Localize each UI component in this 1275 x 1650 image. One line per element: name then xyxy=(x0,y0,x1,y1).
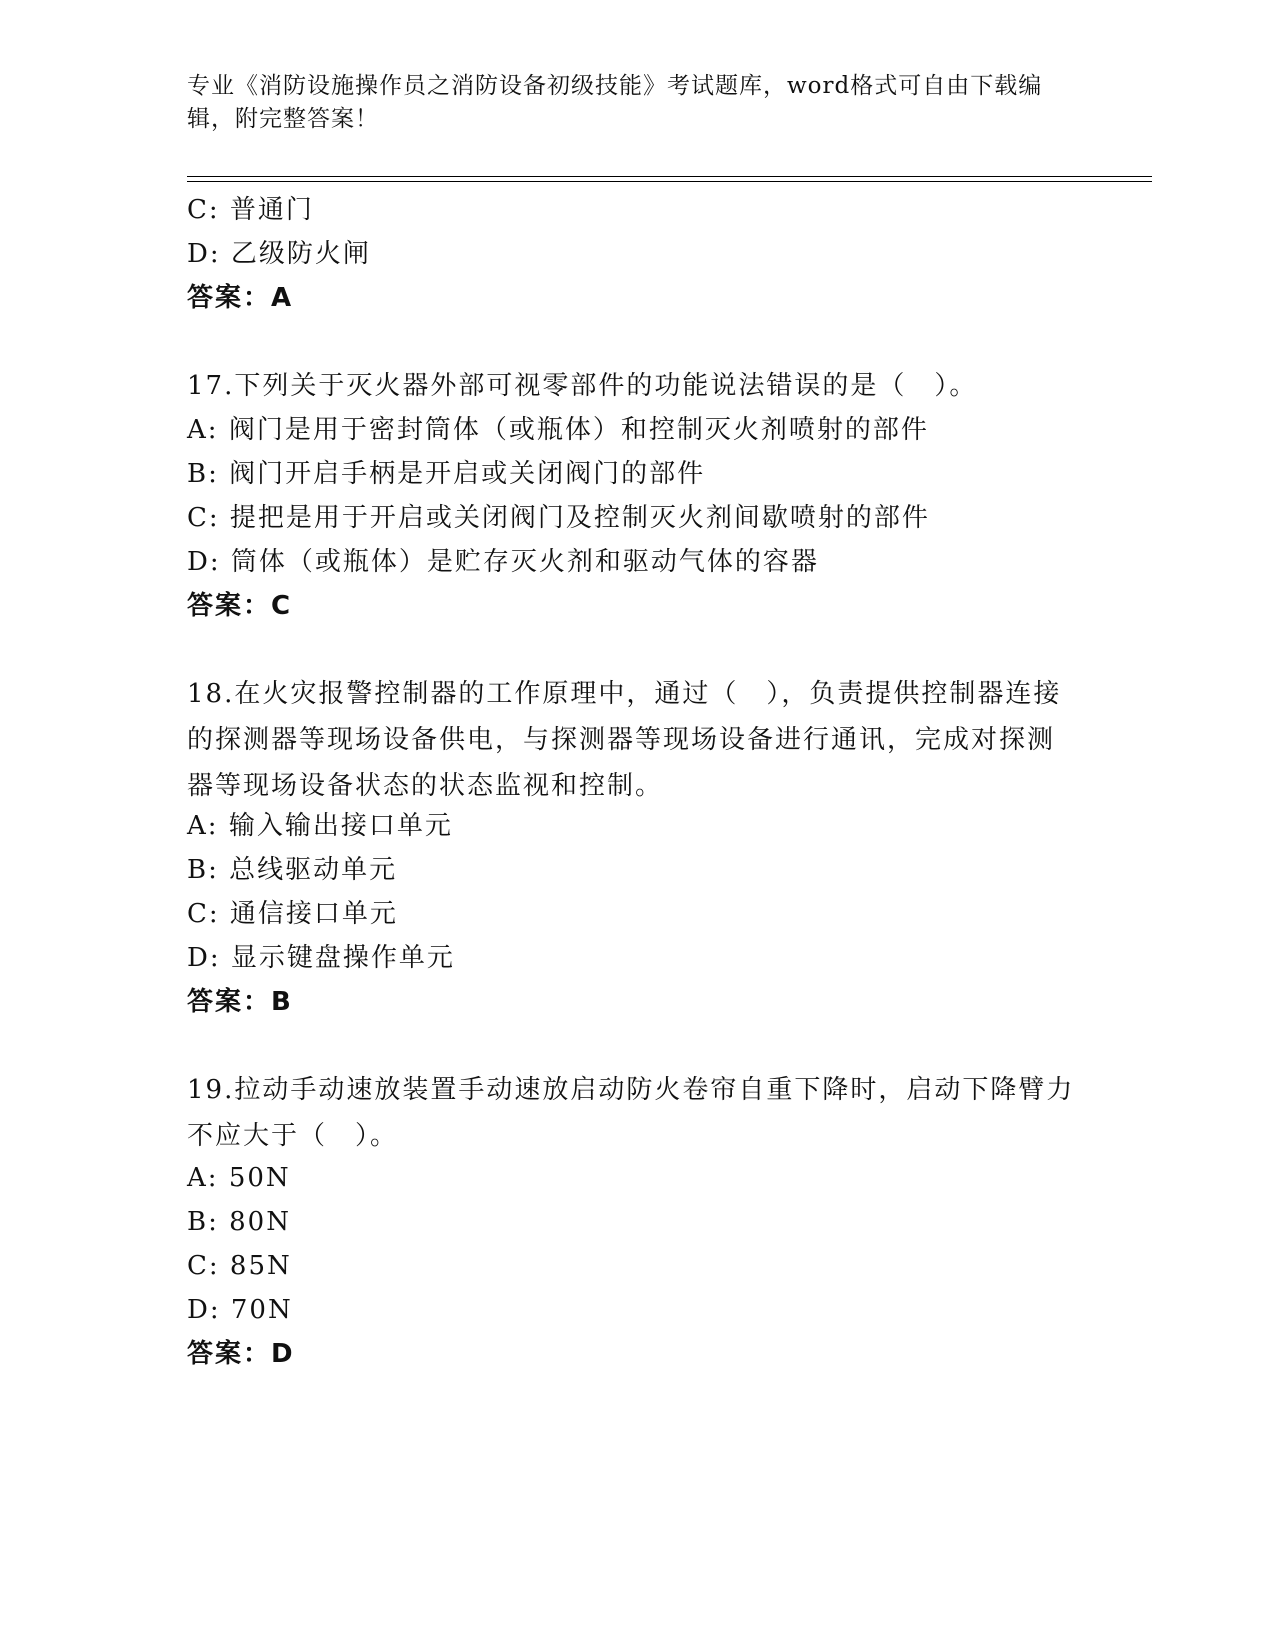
question-18-text: 18.在火灾报警控制器的工作原理中，通过（ ），负责提供控制器连接的探测器等现场设备供电，与探测器等现场设备进行通讯，完成对探测器等现场设备状态的状态监视和控制。 xyxy=(187,679,1062,801)
question-18-option-a: A: 输入输出接口单元 xyxy=(187,811,453,841)
header-divider-bottom xyxy=(187,181,1152,182)
option-c: C: 普通门 xyxy=(187,195,314,225)
question-17-option-b: B: 阀门开启手柄是开启或关闭阀门的部件 xyxy=(187,459,706,489)
question-17-text: 17.下列关于灭火器外部可视零部件的功能说法错误的是（ ）。 xyxy=(187,371,978,401)
question-19-text: 19.拉动手动速放装置手动速放启动防火卷帘自重下降时，启动下降臂力不应大于（ ）。 xyxy=(187,1075,1075,1151)
question-17-option-c: C: 提把是用于开启或关闭阀门及控制灭火剂间歇喷射的部件 xyxy=(187,503,930,533)
question-17-option-a: A: 阀门是用于密封筒体（或瓶体）和控制灭火剂喷射的部件 xyxy=(187,415,929,445)
document-header: 专业《消防设施操作员之消防设备初级技能》考试题库，word格式可自由下载编辑，附完整答案！ xyxy=(187,73,1043,132)
question-18-option-c: C: 通信接口单元 xyxy=(187,899,398,929)
option-d: D: 乙级防火闸 xyxy=(187,239,371,269)
question-17-option-d: D: 筒体（或瓶体）是贮存灭火剂和驱动气体的容器 xyxy=(187,547,819,577)
question-17-answer: 答案：C xyxy=(187,591,293,621)
question-19-option-a: A: 50N xyxy=(187,1163,291,1193)
answer-line: 答案：A xyxy=(187,283,294,313)
question-18-option-d: D: 显示键盘操作单元 xyxy=(187,943,455,973)
question-19-option-c: C: 85N xyxy=(187,1251,292,1281)
question-18-option-b: B: 总线驱动单元 xyxy=(187,855,398,885)
question-19-answer: 答案：D xyxy=(187,1339,295,1369)
question-18-answer: 答案：B xyxy=(187,987,293,1017)
question-19-option-d: D: 70N xyxy=(187,1295,293,1325)
header-divider-top xyxy=(187,176,1152,177)
question-19-option-b: B: 80N xyxy=(187,1207,291,1237)
